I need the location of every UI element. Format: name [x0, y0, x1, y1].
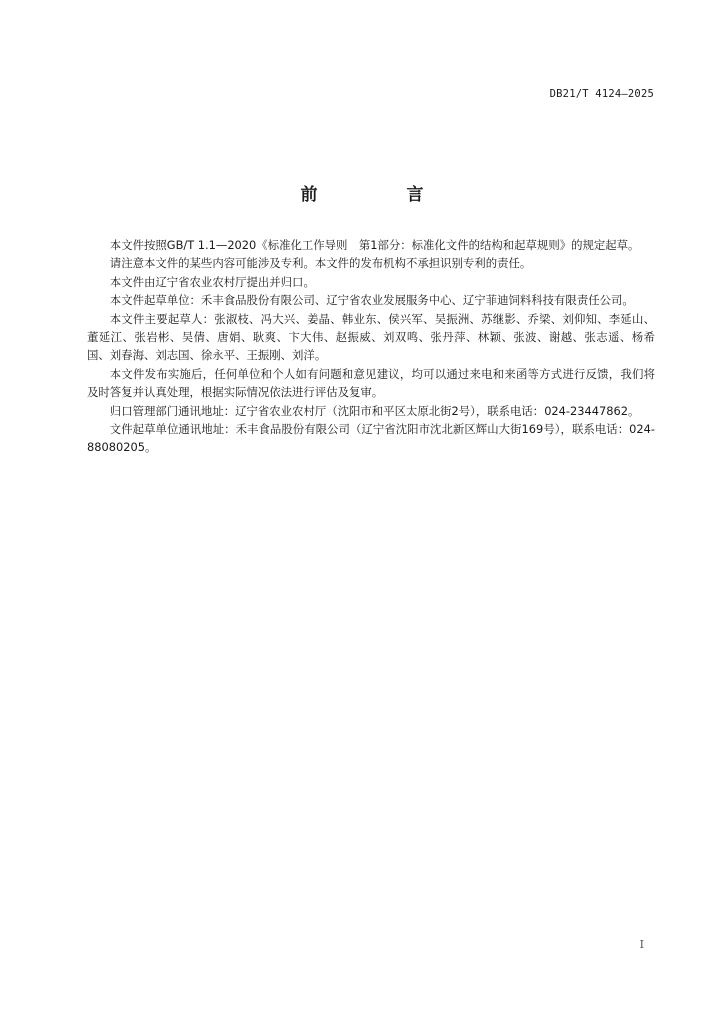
paragraph-drafting-units: 本文件起草单位：禾丰食品股份有限公司、辽宁省农业发展服务中心、辽宁菲迪饲料科技有限责任公司。 — [109, 293, 634, 308]
paragraph-feedback: 本文件发布实施后，任何单位和个人如有问题和意见建议，均可以通过来电和来函等方式进行反馈，我们将及时答复并认真处理，根据实际情况依法进行评估及复审。 — [87, 366, 655, 400]
paragraph-drafter-address: 文件起草单位通讯地址：禾丰食品股份有限公司（辽宁省沈阳市沈北新区辉山大街169号），联系电话：024-88080205。 — [87, 422, 655, 455]
paragraph-authority-address: 归口管理部门通讯地址：辽宁省农业农村厅（沈阳市和平区太原北街2号），联系电话：024-23447862。 — [109, 403, 640, 418]
paragraph-patent-notice: 请注意本文件的某些内容可能涉及专利。本文件的发布机构不承担识别专利的责任。 — [109, 256, 532, 271]
paragraph-proposer: 本文件由辽宁省农业农村厅提出并归口。 — [109, 274, 315, 289]
page-number: I — [639, 938, 644, 951]
document-code: DB21/T 4124—2025 — [549, 88, 654, 100]
paragraph-drafters: 本文件主要起草人：张淑枝、冯大兴、姜晶、韩业东、侯兴军、吴振洲、苏继影、乔梁、刘仰知、李延山、董延江、张岩彬、吴倩、唐娟、耿爽、卞大伟、赵振威、刘双鸣、张丹萍、林颖、张波、谢越、张志遥、杨希国、刘春海、刘志国、徐永平、王振刚、刘洋。 — [87, 311, 655, 363]
foreword-body — [87, 236, 655, 457]
page-title: 前 言 — [300, 185, 460, 205]
paragraph-drafting-rules: 本文件按照GB/T 1.1—2020《标准化工作导则 第1部分：标准化文件的结构和起草规则》的规定起草。 — [109, 238, 640, 252]
